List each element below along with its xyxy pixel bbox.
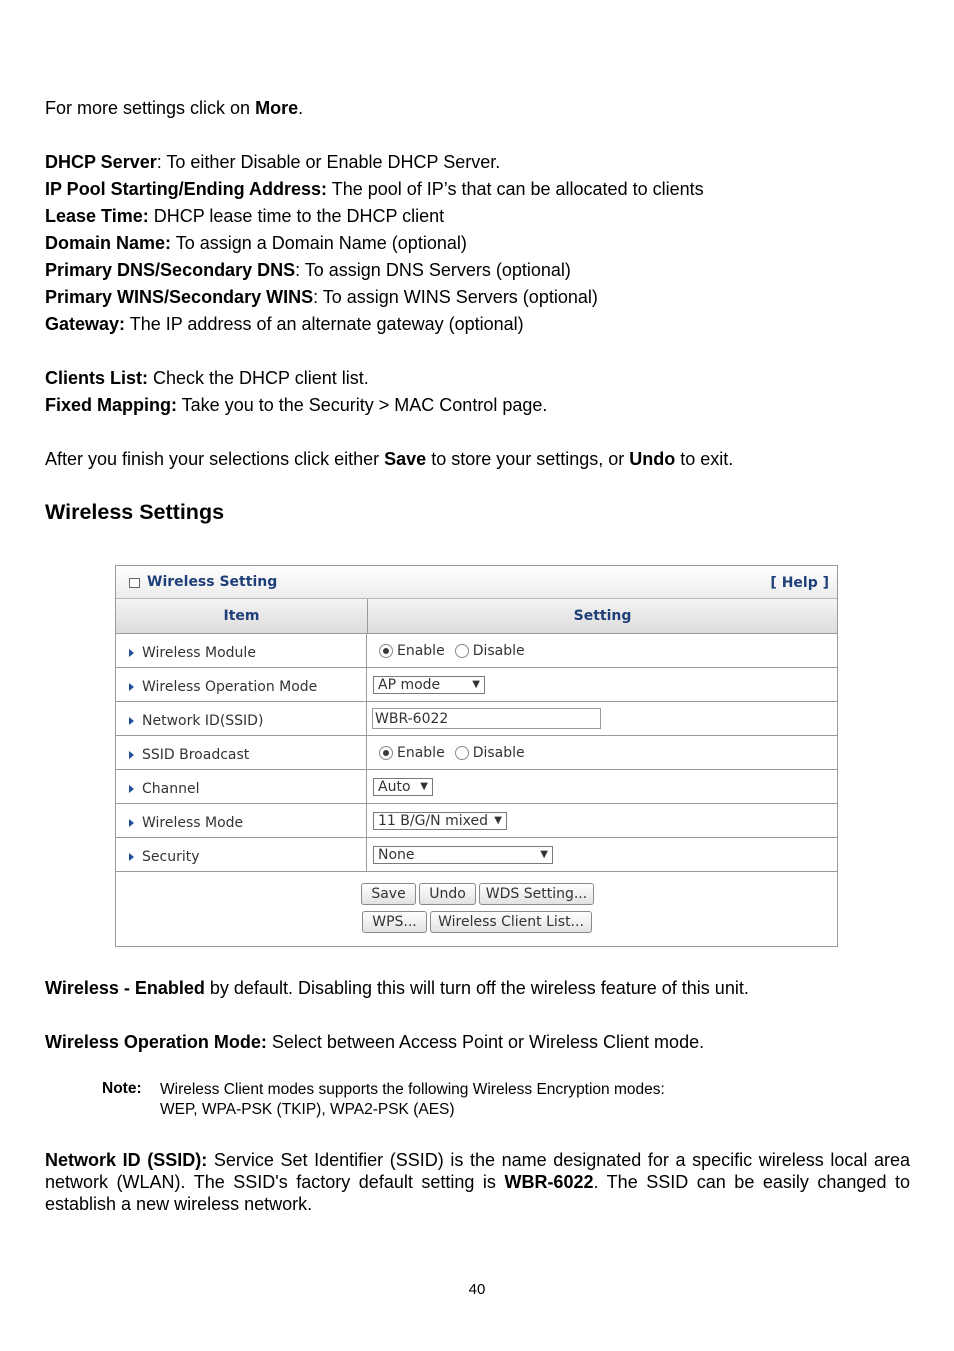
table-header	[116, 599, 837, 634]
ssid-broadcast-enable-radio[interactable]	[379, 746, 393, 760]
ssid-broadcast-disable-radio[interactable]	[455, 746, 469, 760]
wds-setting-button[interactable]: WDS Setting...	[479, 883, 594, 905]
arrow-right-icon	[129, 785, 134, 793]
header-setting: Setting	[573, 608, 632, 624]
radio-label: Enable	[397, 642, 445, 659]
def-domain-name: Domain Name: To assign a Domain Name (optional)	[45, 233, 467, 253]
dhcp-definitions	[45, 149, 910, 338]
def-wins: Primary WINS/Secondary WINS: To assign WINS Servers (optional)	[45, 287, 598, 307]
button-area	[116, 872, 837, 947]
def-ip-pool: IP Pool Starting/Ending Address: The pool of IP’s that can be allocated to clients	[45, 179, 704, 199]
save-button[interactable]: Save	[361, 883, 416, 905]
table-row	[116, 838, 837, 872]
def-dhcp-server: DHCP Server: To either Disable or Enable DHCP Server.	[45, 152, 501, 172]
section-title: Wireless Settings	[45, 500, 225, 524]
radio-label: Disable	[472, 744, 525, 761]
operation-mode-text: Wireless Operation Mode: Select between Access Point or Wireless Client mode.	[45, 1032, 705, 1052]
header-item: Item	[116, 599, 368, 633]
channel-select[interactable]	[373, 778, 433, 796]
wireless-module-disable-radio[interactable]	[455, 644, 469, 658]
arrow-right-icon	[129, 751, 134, 759]
radio-label: Disable	[472, 642, 525, 659]
arrow-right-icon	[129, 853, 134, 861]
row-label: Wireless Operation Mode	[142, 678, 318, 695]
chevron-down-icon: ▼	[540, 849, 548, 860]
operation-mode-select[interactable]	[373, 676, 485, 694]
wps-button[interactable]: WPS...	[362, 911, 427, 933]
table-row	[116, 804, 837, 838]
chevron-down-icon: ▼	[494, 815, 502, 826]
client-definitions	[45, 365, 910, 419]
note-label: Note:	[102, 1080, 142, 1097]
select-value: Auto	[378, 778, 411, 795]
note-line: WEP, WPA-PSK (TKIP), WPA2-PSK (AES)	[160, 1101, 455, 1118]
table-row	[116, 634, 837, 668]
row-label: SSID Broadcast	[142, 746, 250, 763]
wireless-enabled-text: Wireless - Enabled by default. Disabling this will turn off the wireless feature of this unit.	[45, 978, 749, 998]
table-row	[116, 770, 837, 804]
arrow-right-icon	[129, 683, 134, 691]
square-icon	[129, 578, 140, 588]
select-value: AP mode	[378, 676, 441, 693]
note-text	[160, 1080, 665, 1120]
row-label: Network ID(SSID)	[142, 712, 264, 729]
page-number: 40	[468, 1281, 486, 1298]
help-link[interactable]: [ Help ]	[770, 575, 829, 591]
table-row	[116, 736, 837, 770]
row-label: Wireless Mode	[142, 814, 244, 831]
table-row	[116, 668, 837, 702]
arrow-right-icon	[129, 717, 134, 725]
row-label: Wireless Module	[142, 644, 256, 661]
panel-title: Wireless Setting	[147, 574, 278, 590]
select-value: 11 B/G/N mixed	[378, 812, 488, 829]
wireless-mode-select[interactable]	[373, 812, 507, 830]
intro-text: For more settings click on More.	[45, 98, 304, 118]
undo-button[interactable]: Undo	[419, 883, 476, 905]
wireless-module-enable-radio[interactable]	[379, 644, 393, 658]
row-label: Channel	[142, 780, 200, 797]
def-gateway: Gateway: The IP address of an alternate gateway (optional)	[45, 314, 524, 334]
def-lease-time: Lease Time: DHCP lease time to the DHCP client	[45, 206, 445, 226]
ssid-input[interactable]: WBR-6022	[372, 708, 601, 729]
arrow-right-icon	[129, 649, 134, 657]
table-row	[116, 702, 837, 736]
def-clients-list: Clients List: Check the DHCP client list.	[45, 368, 369, 388]
note-line: Wireless Client modes supports the following Wireless Encryption modes:	[160, 1081, 665, 1098]
def-dns: Primary DNS/Secondary DNS: To assign DNS Servers (optional)	[45, 260, 571, 280]
radio-label: Enable	[397, 744, 445, 761]
select-value: None	[378, 846, 415, 863]
arrow-right-icon	[129, 819, 134, 827]
security-select[interactable]	[373, 846, 553, 864]
panel-title-bar	[116, 566, 837, 599]
ssid-description: Network ID (SSID): Service Set Identifier (SSID) is the name designated for a specific wireless local area network (WLAN). The SSID's factory default setting is WBR-6022. The SSID can be easily changed to establish a new wireless network.	[45, 1150, 911, 1214]
row-label: Security	[142, 848, 200, 865]
after-text: After you finish your selections click either Save to store your settings, or Undo to exit.	[45, 449, 734, 469]
chevron-down-icon: ▼	[472, 679, 480, 690]
chevron-down-icon: ▼	[420, 781, 428, 792]
wireless-setting-panel	[115, 565, 838, 947]
wireless-client-list-button[interactable]: Wireless Client List...	[430, 911, 592, 933]
def-fixed-mapping: Fixed Mapping: Take you to the Security > MAC Control page.	[45, 395, 548, 415]
